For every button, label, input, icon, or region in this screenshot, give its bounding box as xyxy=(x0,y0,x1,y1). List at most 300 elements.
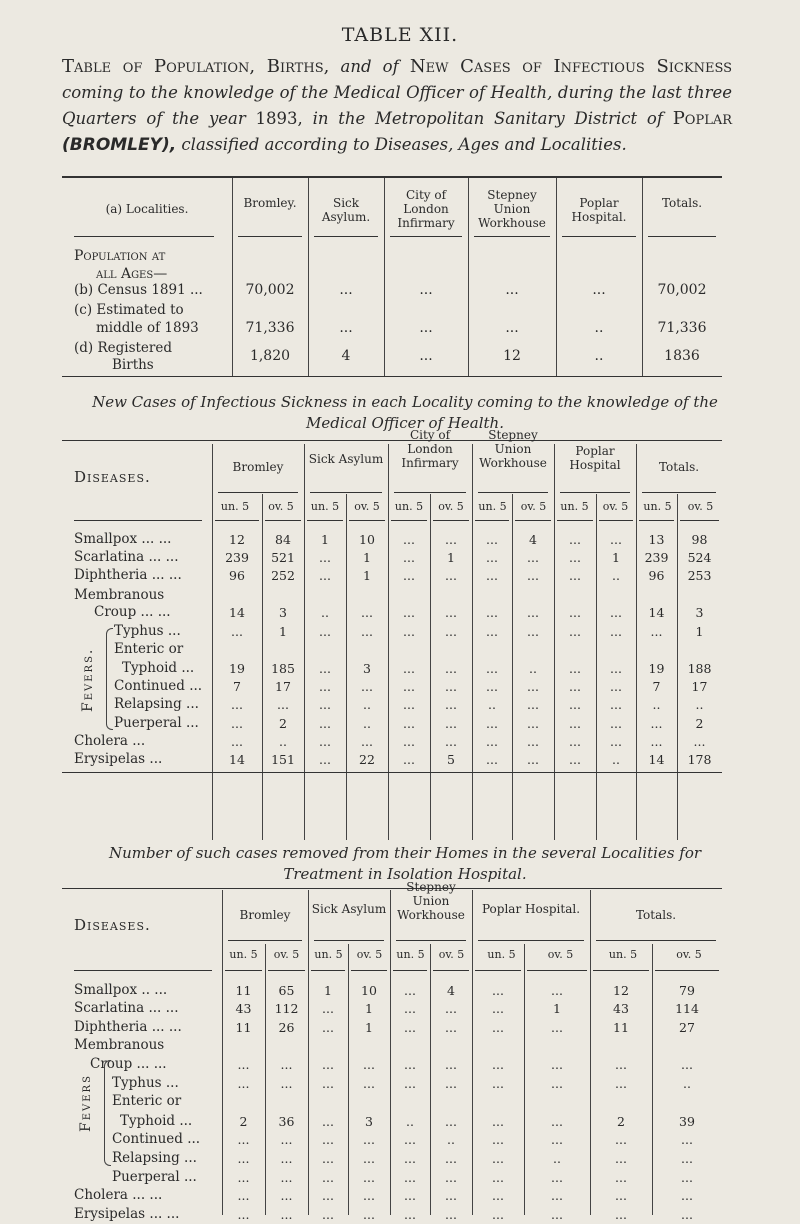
cases-cell: ... xyxy=(445,679,457,694)
removed-cell: .. xyxy=(683,1076,691,1091)
table-section-rule xyxy=(62,376,722,377)
removed-cell: 1 xyxy=(365,1001,373,1016)
removed-cell: 3 xyxy=(365,1114,373,1129)
disease-label: Diphtheria ... ... xyxy=(74,567,182,583)
removed-cell: 1 xyxy=(324,983,332,998)
population-row-label: (c) Estimated to xyxy=(74,302,184,318)
over-five-header: ov. 5 xyxy=(547,948,574,961)
removed-cell: ... xyxy=(551,1207,563,1222)
population-cell: ... xyxy=(419,348,433,364)
removed-cell: ... xyxy=(280,1132,293,1147)
header-underline xyxy=(238,236,302,237)
group-underline xyxy=(310,492,382,493)
title-year: 1893, xyxy=(255,109,303,128)
over-five-header: ov. 5 xyxy=(602,500,629,513)
cases-cell: .. xyxy=(695,697,704,712)
title-part-8: classified according to Diseases, Ages and Localities. xyxy=(181,135,627,154)
population-cell: ... xyxy=(339,282,353,298)
cases-cell: ... xyxy=(569,734,581,749)
removed-column-divider xyxy=(590,890,591,1215)
removed-cell: ... xyxy=(551,1188,563,1203)
removed-cell: ... xyxy=(681,1207,693,1222)
removed-cell: 43 xyxy=(613,1001,629,1016)
removed-group-header: Bromley xyxy=(239,908,291,922)
population-column-header: Sick Asylum. xyxy=(321,196,371,224)
removed-cell: ... xyxy=(322,1170,334,1185)
cases-cell: 3 xyxy=(279,605,287,620)
removed-cell: ... xyxy=(280,1151,293,1166)
fevers-brace xyxy=(106,628,113,730)
cases-cell: 1 xyxy=(363,568,371,583)
cases-cell: ... xyxy=(319,624,331,639)
cases-cell: 1 xyxy=(695,624,704,639)
cases-cell: ... xyxy=(610,605,622,620)
group-underline xyxy=(228,940,302,941)
population-cell: .. xyxy=(594,320,604,336)
removed-cell: 4 xyxy=(447,983,455,998)
title-part-7: (BROMLEY), xyxy=(62,135,177,155)
cases-cell: ... xyxy=(486,661,498,676)
cases-cell: .. xyxy=(488,697,496,712)
under-five-header: un. 5 xyxy=(314,948,343,961)
under-five-header: un. 5 xyxy=(643,500,672,513)
group-underline xyxy=(396,940,466,941)
cases-cell: ... xyxy=(610,679,622,694)
removed-cell: ... xyxy=(363,1076,375,1091)
removed-cell: ... xyxy=(681,1151,693,1166)
table-section-rule xyxy=(62,772,722,773)
cases-cell: .. xyxy=(279,734,287,749)
cases-cell: 1 xyxy=(612,550,620,565)
population-cell: 71,336 xyxy=(245,320,295,336)
removed-cell: ... xyxy=(322,1114,334,1129)
removed-column-divider xyxy=(472,890,473,1215)
disease-label: Smallpox ... ... xyxy=(74,531,172,547)
removed-cell: 65 xyxy=(278,983,295,998)
disease-label: Relapsing ... xyxy=(114,696,199,712)
population-cell: ... xyxy=(592,282,606,298)
cases-cell: 10 xyxy=(359,532,375,547)
disease-label: Smallpox .. ... xyxy=(74,982,168,998)
removed-cell: ... xyxy=(445,1020,457,1035)
cases-cell: ... xyxy=(486,716,498,731)
cases-cell: ... xyxy=(569,550,581,565)
cases-cell: 524 xyxy=(687,550,712,565)
cases-cell: ... xyxy=(319,697,331,712)
population-row-label: (d) Registered xyxy=(74,340,173,356)
localities-header: (a) Localities. xyxy=(105,202,189,216)
removed-cell: ... xyxy=(615,1076,627,1091)
removed-column-divider xyxy=(308,890,309,1215)
over-five-header: ov. 5 xyxy=(676,948,702,961)
removed-cell: ... xyxy=(404,1132,416,1147)
population-cell: 12 xyxy=(503,348,521,364)
group-underline xyxy=(478,940,584,941)
removed-cell: ... xyxy=(445,1076,457,1091)
subheader-underline xyxy=(475,520,509,521)
removed-cell: 11 xyxy=(235,983,252,998)
removed-cell: ... xyxy=(363,1188,375,1203)
removed-cell: 112 xyxy=(274,1001,299,1016)
disease-label: Relapsing ... xyxy=(112,1150,197,1166)
removed-cell: ... xyxy=(363,1057,375,1072)
cases-cell: ... xyxy=(403,550,415,565)
subheader-underline xyxy=(225,970,262,971)
cases-cell: ... xyxy=(403,679,415,694)
subheader-underline xyxy=(557,520,593,521)
cases-cell: 185 xyxy=(271,661,295,676)
disease-label: Cholera ... xyxy=(74,733,146,749)
removed-cell: ... xyxy=(492,1207,504,1222)
removed-cell: 10 xyxy=(361,983,377,998)
population-cell: ... xyxy=(419,320,433,336)
disease-label: Erysipelas ... ... xyxy=(74,1206,180,1222)
cases-cell: ... xyxy=(610,624,622,639)
removed-cell: 114 xyxy=(675,1001,699,1016)
title-part-6: Poplar xyxy=(672,108,733,129)
removed-cell: ... xyxy=(322,1020,334,1035)
cases-cell: ... xyxy=(610,532,622,547)
cases-cell: ... xyxy=(693,734,706,749)
disease-label: Typhoid ... xyxy=(122,660,195,676)
cases-cell: 151 xyxy=(271,752,295,767)
removed-cell: ... xyxy=(404,1076,416,1091)
title-part-4: coming to the knowledge of the Medical Officer of Health, during the last three Quarters of the year xyxy=(62,83,732,128)
cases-cell: 2 xyxy=(279,716,287,731)
removed-cell: ... xyxy=(492,1114,504,1129)
cases-group-header: Bromley xyxy=(232,460,284,474)
removed-cell: ... xyxy=(615,1170,627,1185)
removed-cell: ... xyxy=(492,1151,504,1166)
removed-cell: ... xyxy=(551,1132,563,1147)
subheader-underline xyxy=(433,520,469,521)
cases-cell: ... xyxy=(569,697,581,712)
removed-cell: 1 xyxy=(553,1001,561,1016)
cases-cell: ... xyxy=(527,605,539,620)
population-cell: 70,002 xyxy=(245,282,295,298)
population-cell: 1,820 xyxy=(249,348,291,364)
disease-label: Typhus ... xyxy=(114,623,181,639)
removed-cell: 2 xyxy=(617,1114,625,1129)
disease-label: Cholera ... ... xyxy=(74,1187,163,1203)
removed-column-divider xyxy=(222,890,223,1215)
cases-cell: ... xyxy=(527,550,539,565)
disease-label: Membranous xyxy=(74,587,165,603)
cases-cell: ... xyxy=(231,734,243,749)
cases-cell: ... xyxy=(569,716,581,731)
cases-cell: ... xyxy=(650,716,663,731)
population-cell: .. xyxy=(594,348,604,364)
removed-column-divider xyxy=(390,890,391,1215)
cases-cell: .. xyxy=(363,697,371,712)
cases-cell: ... xyxy=(319,752,331,767)
cases-cell: ... xyxy=(527,679,539,694)
group-underline xyxy=(314,940,384,941)
under-five-header: un. 5 xyxy=(310,500,340,513)
removed-cell: .. xyxy=(406,1114,414,1129)
population-section-label: all Ages— xyxy=(96,266,168,282)
cases-cell: .. xyxy=(363,716,371,731)
over-five-header: ov. 5 xyxy=(687,500,714,513)
cases-cell: .. xyxy=(612,752,620,767)
removed-cell: ... xyxy=(404,1151,416,1166)
cases-cell: ... xyxy=(403,716,415,731)
cases-cell: 96 xyxy=(648,568,665,583)
under-five-header: un. 5 xyxy=(478,500,507,513)
removed-cell: ... xyxy=(681,1057,693,1072)
cases-cell: 188 xyxy=(687,661,712,676)
group-underline xyxy=(596,940,716,941)
cases-cell: ... xyxy=(486,624,498,639)
under-five-header: un. 5 xyxy=(394,500,424,513)
population-column-divider xyxy=(642,178,643,376)
removed-cell: ... xyxy=(322,1076,334,1091)
removed-cell: ... xyxy=(492,1057,504,1072)
cases-cell: 14 xyxy=(648,752,665,767)
population-column-header: Poplar Hospital. xyxy=(571,196,627,224)
cases-cell: ... xyxy=(403,734,415,749)
removed-cell: ... xyxy=(363,1207,375,1222)
fevers-label: Fevers xyxy=(78,1074,94,1132)
group-underline xyxy=(560,492,630,493)
population-cell: ... xyxy=(505,282,519,298)
cases-cell: 19 xyxy=(648,661,665,676)
over-five-header: ov. 5 xyxy=(354,500,380,513)
cases-cell: 22 xyxy=(359,752,375,767)
population-row-label: (b) Census 1891 ... xyxy=(74,282,203,298)
cases-cell: ... xyxy=(650,624,663,639)
cases-cell: ... xyxy=(486,605,498,620)
removed-cell: ... xyxy=(237,1132,250,1147)
removed-cell: ... xyxy=(322,1151,334,1166)
removed-table-title: Number of such cases removed from their Homes in the several Localities for Treatment in Isolation Hospital. xyxy=(108,844,702,883)
cases-cell: 239 xyxy=(644,550,669,565)
cases-cell: 7 xyxy=(652,679,661,694)
header-underline xyxy=(562,236,636,237)
cases-cell: ... xyxy=(610,697,622,712)
table-top-rule xyxy=(62,176,722,178)
removed-cell: ... xyxy=(551,1114,563,1129)
removed-cell: ... xyxy=(445,1114,457,1129)
header-underline xyxy=(74,236,214,237)
cases-cell: 252 xyxy=(271,568,295,583)
cases-cell: ... xyxy=(361,734,373,749)
removed-cell: 2 xyxy=(239,1114,248,1129)
cases-cell: ... xyxy=(650,734,663,749)
subheader-underline xyxy=(527,970,587,971)
over-five-header: ov. 5 xyxy=(268,500,294,513)
cases-cell: 13 xyxy=(648,532,665,547)
cases-cell: ... xyxy=(569,568,581,583)
removed-cell: ... xyxy=(237,1170,250,1185)
removed-cell: 79 xyxy=(679,983,695,998)
population-column-header: Stepney Union Workhouse xyxy=(478,188,546,230)
cases-cell: ... xyxy=(569,679,581,694)
removed-cell: ... xyxy=(551,1057,563,1072)
subheader-underline xyxy=(215,520,259,521)
cases-cell: ... xyxy=(277,697,289,712)
cases-cell: .. xyxy=(652,697,661,712)
cases-cell: .. xyxy=(612,568,620,583)
removed-cell: ... xyxy=(280,1170,293,1185)
removed-cell: ... xyxy=(280,1188,293,1203)
cases-cell: 521 xyxy=(271,550,295,565)
header-underline xyxy=(390,236,462,237)
removed-cell: ... xyxy=(615,1207,627,1222)
disease-label: Typhoid ... xyxy=(120,1113,193,1129)
cases-cell: 17 xyxy=(275,679,291,694)
under-five-header: un. 5 xyxy=(229,948,258,961)
removed-cell: ... xyxy=(445,1057,457,1072)
group-underline xyxy=(394,492,466,493)
removed-cell: 11 xyxy=(235,1020,252,1035)
population-column-header: Totals. xyxy=(661,196,703,210)
cases-group-header: Stepney Union Workhouse xyxy=(479,428,547,470)
population-cell: ... xyxy=(505,320,519,336)
over-five-header: ov. 5 xyxy=(273,948,300,961)
removed-cell: ... xyxy=(280,1057,293,1072)
under-five-header: un. 5 xyxy=(487,948,516,961)
subheader-underline xyxy=(265,520,301,521)
population-column-divider xyxy=(384,178,385,376)
cases-cell: 14 xyxy=(229,605,245,620)
cases-cell: ... xyxy=(486,568,498,583)
disease-label: Scarlatina ... ... xyxy=(74,549,179,565)
disease-label: Enteric or xyxy=(114,641,184,657)
cases-cell: ... xyxy=(403,661,415,676)
removed-cell: ... xyxy=(237,1207,250,1222)
cases-cell: ... xyxy=(527,716,539,731)
header-underline xyxy=(648,236,716,237)
removed-cell: ... xyxy=(322,1207,334,1222)
removed-cell: ... xyxy=(404,1001,416,1016)
removed-cell: ... xyxy=(404,1188,416,1203)
cases-cell: 1 xyxy=(363,550,371,565)
cases-cell: ... xyxy=(445,734,457,749)
cases-table-title: New Cases of Infectious Sickness in each Locality coming to the knowledge of the Medical Officer of Health. xyxy=(92,393,718,432)
cases-cell: ... xyxy=(231,624,243,639)
subheader-underline xyxy=(351,970,387,971)
cases-cell: ... xyxy=(445,624,457,639)
removed-cell: 26 xyxy=(278,1020,295,1035)
removed-cell: ... xyxy=(681,1170,693,1185)
cases-cell: ... xyxy=(569,624,581,639)
subheader-underline xyxy=(391,520,427,521)
removed-cell: ... xyxy=(363,1132,375,1147)
disease-label: Croup ... ... xyxy=(90,1056,167,1072)
disease-label: Puerperal ... xyxy=(112,1169,197,1185)
removed-cell: ... xyxy=(237,1151,250,1166)
removed-cell: ... xyxy=(492,1132,504,1147)
cases-cell: ... xyxy=(445,697,457,712)
cases-cell: ... xyxy=(527,624,539,639)
removed-cell: ... xyxy=(615,1188,627,1203)
removed-cell: ... xyxy=(551,1170,563,1185)
cases-cell: ... xyxy=(319,661,331,676)
removed-cell: ... xyxy=(445,1151,457,1166)
population-column-header: Bromley. xyxy=(243,196,297,210)
subheader-underline xyxy=(311,970,345,971)
cases-cell: ... xyxy=(361,624,373,639)
removed-cell: ... xyxy=(322,1057,334,1072)
page-heading: TABLE XII. xyxy=(341,24,459,46)
removed-cell: ... xyxy=(492,1188,504,1203)
cases-cell: ... xyxy=(319,568,331,583)
cases-cell: ... xyxy=(403,568,415,583)
cases-cell: ... xyxy=(527,568,539,583)
cases-cell: 96 xyxy=(229,568,245,583)
population-cell: 70,002 xyxy=(657,282,707,298)
population-column-divider xyxy=(232,178,233,376)
removed-cell: .. xyxy=(553,1151,561,1166)
removed-cell: ... xyxy=(404,1170,416,1185)
removed-cell: ... xyxy=(322,1132,334,1147)
cases-cell: ... xyxy=(319,734,331,749)
fevers-brace xyxy=(104,1060,111,1166)
cases-cell: ... xyxy=(527,734,539,749)
cases-cell: ... xyxy=(486,734,498,749)
subheader-underline xyxy=(680,520,719,521)
under-five-header: un. 5 xyxy=(220,500,250,513)
removed-cell: ... xyxy=(492,1170,504,1185)
over-five-header: ov. 5 xyxy=(438,500,464,513)
title-part-5: in the Metropolitan Sanitary District of xyxy=(312,109,663,128)
cases-cell: ... xyxy=(445,532,457,547)
removed-cell: ... xyxy=(404,1020,416,1035)
cases-cell: ... xyxy=(486,550,498,565)
removed-cell: ... xyxy=(615,1151,627,1166)
cases-group-header: Totals. xyxy=(658,460,700,474)
removed-cell: ... xyxy=(551,983,563,998)
subheader-underline xyxy=(515,520,551,521)
disease-label: Continued ... xyxy=(112,1131,201,1147)
cases-cell: ... xyxy=(403,697,415,712)
cases-cell: 3 xyxy=(363,661,371,676)
removed-cell: ... xyxy=(445,1170,457,1185)
removed-cell: ... xyxy=(681,1188,693,1203)
removed-cell: ... xyxy=(551,1020,563,1035)
population-cell: 71,336 xyxy=(657,320,707,336)
over-five-header: ov. 5 xyxy=(356,948,383,961)
cases-group-header: Poplar Hospital xyxy=(569,444,621,472)
cases-cell: ... xyxy=(569,605,581,620)
header-underline xyxy=(474,236,550,237)
cases-cell: ... xyxy=(231,697,243,712)
removed-group-header: Totals. xyxy=(635,908,677,922)
subheader-underline xyxy=(349,520,385,521)
cases-cell: ... xyxy=(319,679,331,694)
over-five-header: ov. 5 xyxy=(438,948,465,961)
group-underline xyxy=(218,492,298,493)
population-cell: ... xyxy=(339,320,353,336)
removed-cell: ... xyxy=(237,1188,250,1203)
cases-cell: 7 xyxy=(233,679,241,694)
removed-cell: ... xyxy=(492,1020,504,1035)
cases-cell: 14 xyxy=(648,605,665,620)
subheader-underline xyxy=(433,970,469,971)
subheader-underline xyxy=(599,520,633,521)
cases-cell: 253 xyxy=(687,568,712,583)
header-underline xyxy=(74,970,212,971)
removed-cell: ... xyxy=(322,1188,334,1203)
under-five-header: un. 5 xyxy=(560,500,589,513)
cases-cell: ... xyxy=(610,734,622,749)
cases-cell: ... xyxy=(319,550,331,565)
removed-cell: ... xyxy=(280,1207,293,1222)
cases-cell: ... xyxy=(486,679,498,694)
removed-cell: 27 xyxy=(679,1020,695,1035)
cases-group-header: Sick Asylum xyxy=(308,452,384,466)
